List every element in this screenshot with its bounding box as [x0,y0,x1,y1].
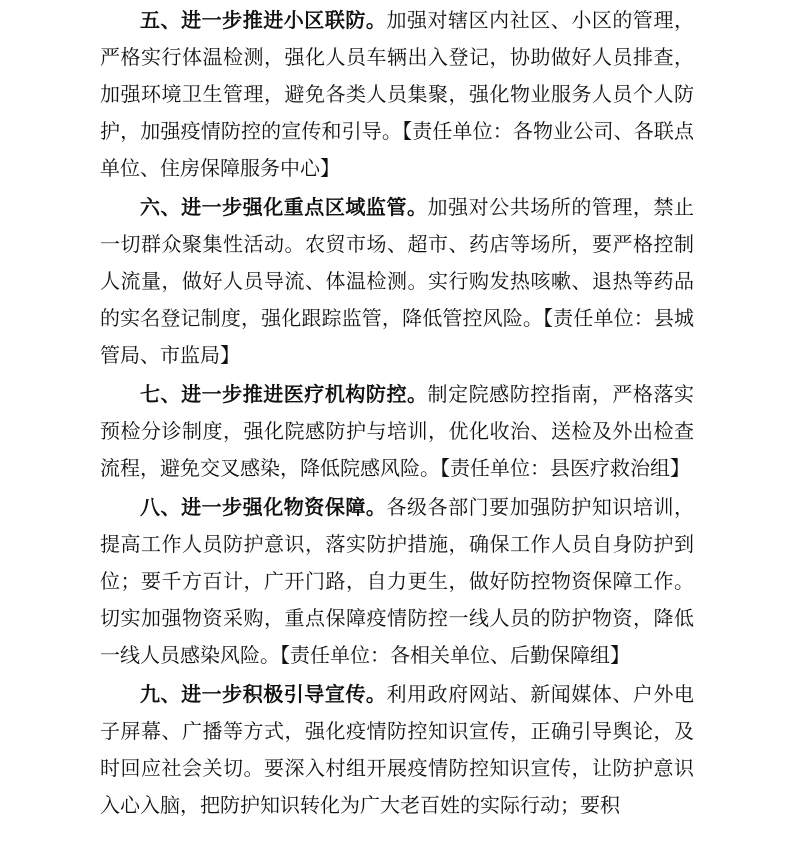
section-9-heading: 九、进一步积极引导宣传。 [140,682,387,706]
section-7-heading: 七、进一步推进医疗机构防控。 [140,382,428,406]
section-5-paragraph [100,0,694,187]
section-7-body: 制定院感防控指南，严格落实预检分诊制度，强化院感防护与培训，优化收治、送检及外出检查流程，避免交叉感染，降低院感风险。 [100,382,695,480]
document-page [100,0,694,824]
section-5-heading: 五、进一步推进小区联防。 [140,8,387,32]
section-9-body: 利用政府网站、新闻媒体、户外电子屏幕、广播等方式，强化疫情防控知识宣传，正确引导舆论，及时回应社会关切。要深入村组开展疫情防控知识宣传，让防护意识入心入脑，把防护知识转化为广大老百姓的实际行动；要积 [100,682,695,817]
section-6-heading: 六、进一步强化重点区域监管。 [140,195,428,219]
section-8-paragraph [100,487,694,674]
section-6-responsibility: 【责任单位：县城管局、市监局】 [100,306,695,367]
section-8-responsibility: 【责任单位：各相关单位、后勤保障组】 [280,643,630,667]
section-8-heading: 八、进一步强化物资保障。 [140,495,387,519]
section-6-paragraph [100,187,694,374]
section-6-body: 加强对公共场所的管理，禁止一切群众聚集性活动。农贸市场、超市、药店等场所，要严格控制人流量，做好人员导流、体温检测。实行购发热咳嗽、退热等药品的实名登记制度，强化跟踪监管，降低管控风险。 [100,195,695,330]
section-7-paragraph [100,374,694,487]
section-9-paragraph [100,674,694,824]
section-5-responsibility: 【责任单位：各物业公司、各联点单位、住房保障服务中心】 [100,119,695,180]
section-7-responsibility: 【责任单位：县医疗救治组】 [440,456,690,480]
section-5-body: 加强对辖区内社区、小区的管理，严格实行体温检测，强化人员车辆出入登记，协助做好人员排查，加强环境卫生管理，避免各类人员集聚，强化物业服务人员个人防护，加强疫情防控的宣传和引导。 [100,8,695,143]
section-8-body: 各级各部门要加强防护知识培训，提高工作人员防护意识，落实防护措施，确保工作人员自身防护到位；要千方百计，广开门路，自力更生，做好防控物资保障工作。切实加强物资采购，重点保障疫情防控一线人员的防护物资，降低一线人员感染风险。 [100,495,695,667]
